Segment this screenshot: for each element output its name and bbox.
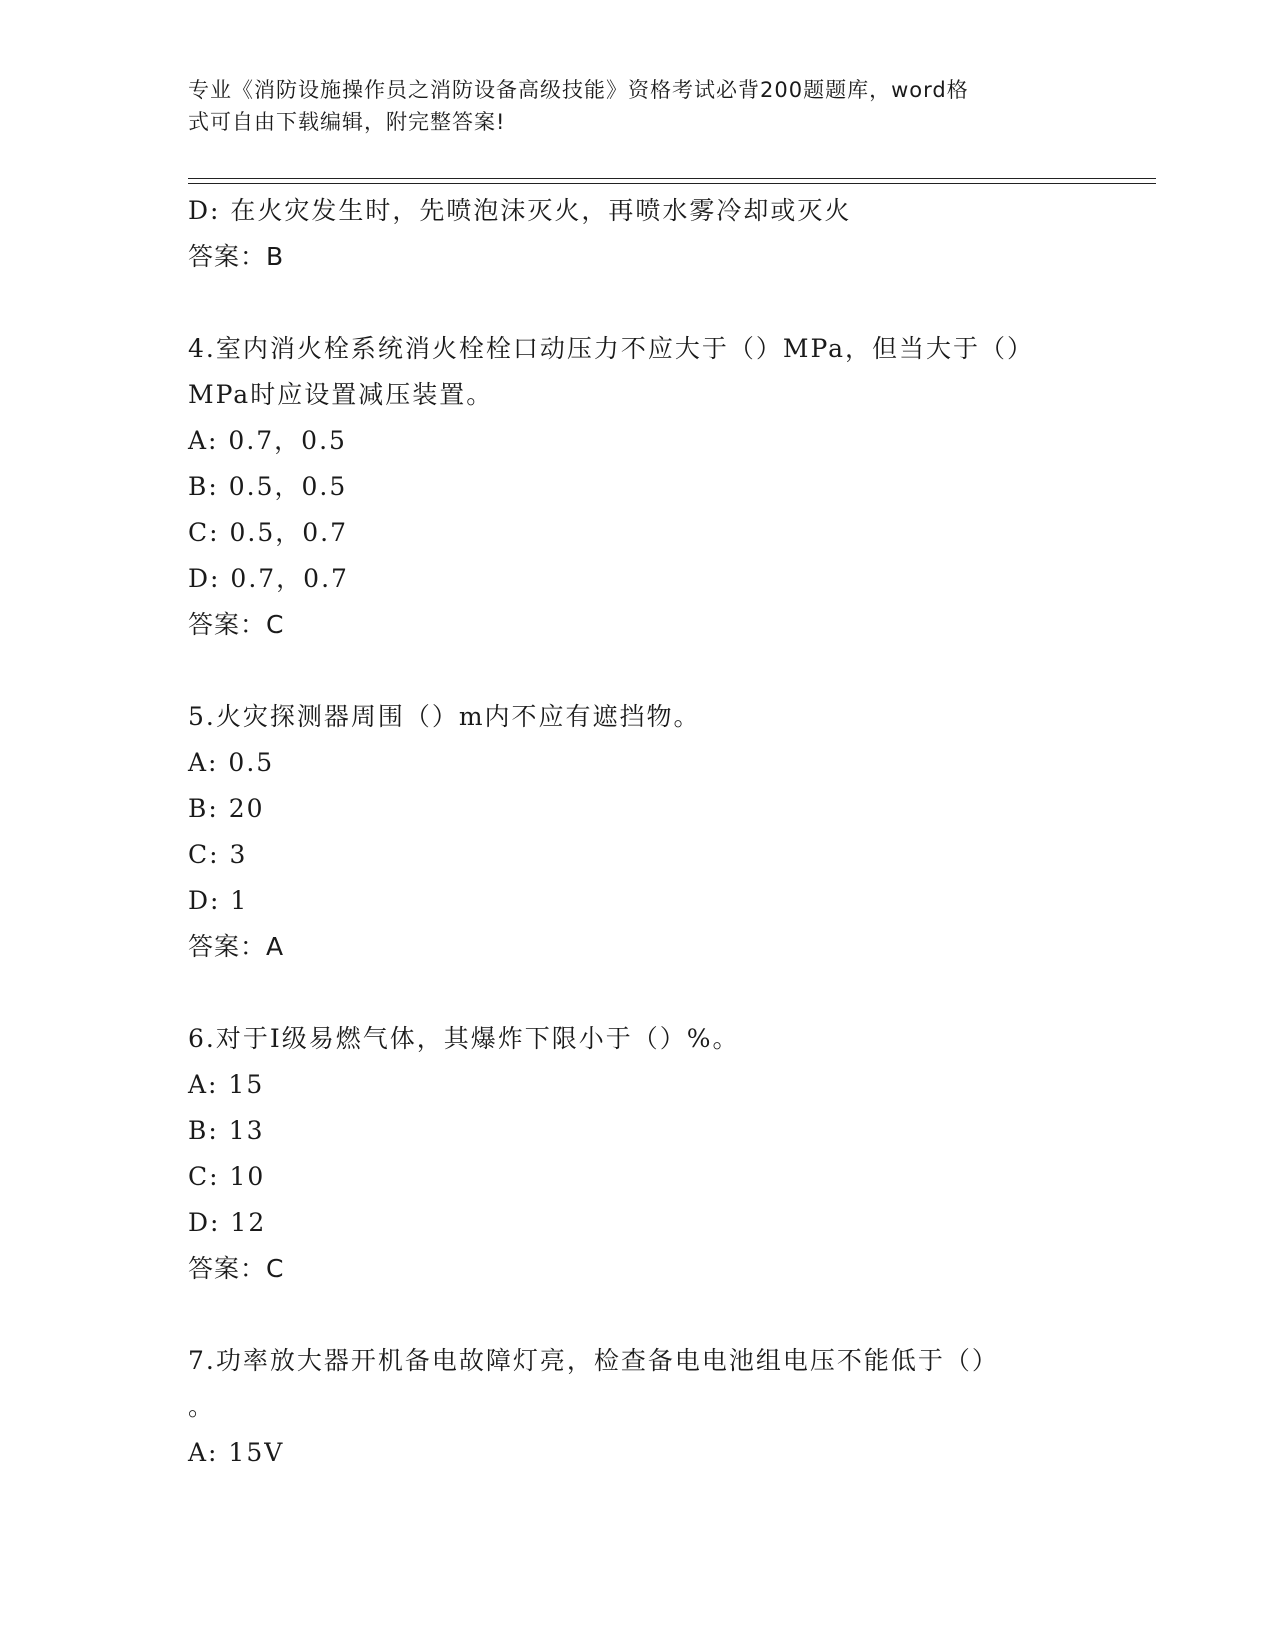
q6-answer: 答案：C (188, 1254, 285, 1283)
spacer (188, 648, 1088, 694)
document-header (188, 74, 1068, 138)
q5-option-b: B: 20 (188, 794, 265, 823)
q5-option-a: A: 0.5 (188, 748, 275, 777)
spacer (188, 970, 1088, 1016)
question-6 (188, 1016, 1088, 1292)
q7-stem-line-2: 。 (188, 1392, 216, 1421)
header-divider-bottom (188, 183, 1156, 184)
header-line-1: 专业《消防设施操作员之消防设备高级技能》资格考试必背200题题库，word格 (188, 78, 969, 102)
q6-option-b: B: 13 (188, 1116, 265, 1145)
spacer (188, 280, 1088, 326)
q5-stem: 5.火灾探测器周围（）m内不应有遮挡物。 (188, 702, 701, 731)
header-divider-top (188, 178, 1156, 179)
q3-option-d: D: 在火灾发生时，先喷泡沫灭火，再喷水雾冷却或灭火 (188, 196, 852, 225)
question-7 (188, 1338, 1088, 1476)
q4-stem-line-1: 4.室内消火栓系统消火栓栓口动压力不应大于（）MPa，但当大于（） (188, 334, 1035, 363)
q4-option-c: C: 0.5，0.7 (188, 518, 349, 547)
q4-answer: 答案：C (188, 610, 285, 639)
q5-option-d: D: 1 (188, 886, 249, 915)
q6-option-d: D: 12 (188, 1208, 267, 1237)
q7-option-a: A: 15V (188, 1438, 285, 1467)
q4-option-d: D: 0.7，0.7 (188, 564, 349, 593)
q4-stem-line-2: MPa时应设置减压装置。 (188, 380, 494, 409)
q6-stem: 6.对于Ⅰ级易燃气体，其爆炸下限小于（）%。 (188, 1024, 740, 1053)
q6-option-c: C: 10 (188, 1162, 266, 1191)
question-4 (188, 326, 1088, 648)
q5-option-c: C: 3 (188, 840, 248, 869)
q5-answer: 答案：A (188, 932, 285, 961)
question-5 (188, 694, 1088, 970)
q7-stem-line-1: 7.功率放大器开机备电故障灯亮，检查备电电池组电压不能低于（） (188, 1346, 999, 1375)
header-line-2: 式可自由下载编辑，附完整答案! (188, 110, 506, 134)
spacer (188, 1292, 1088, 1338)
question-list (188, 188, 1088, 1476)
q4-option-b: B: 0.5，0.5 (188, 472, 348, 501)
q4-option-a: A: 0.7，0.5 (188, 426, 347, 455)
q3-answer: 答案：B (188, 242, 285, 271)
q6-option-a: A: 15 (188, 1070, 265, 1099)
